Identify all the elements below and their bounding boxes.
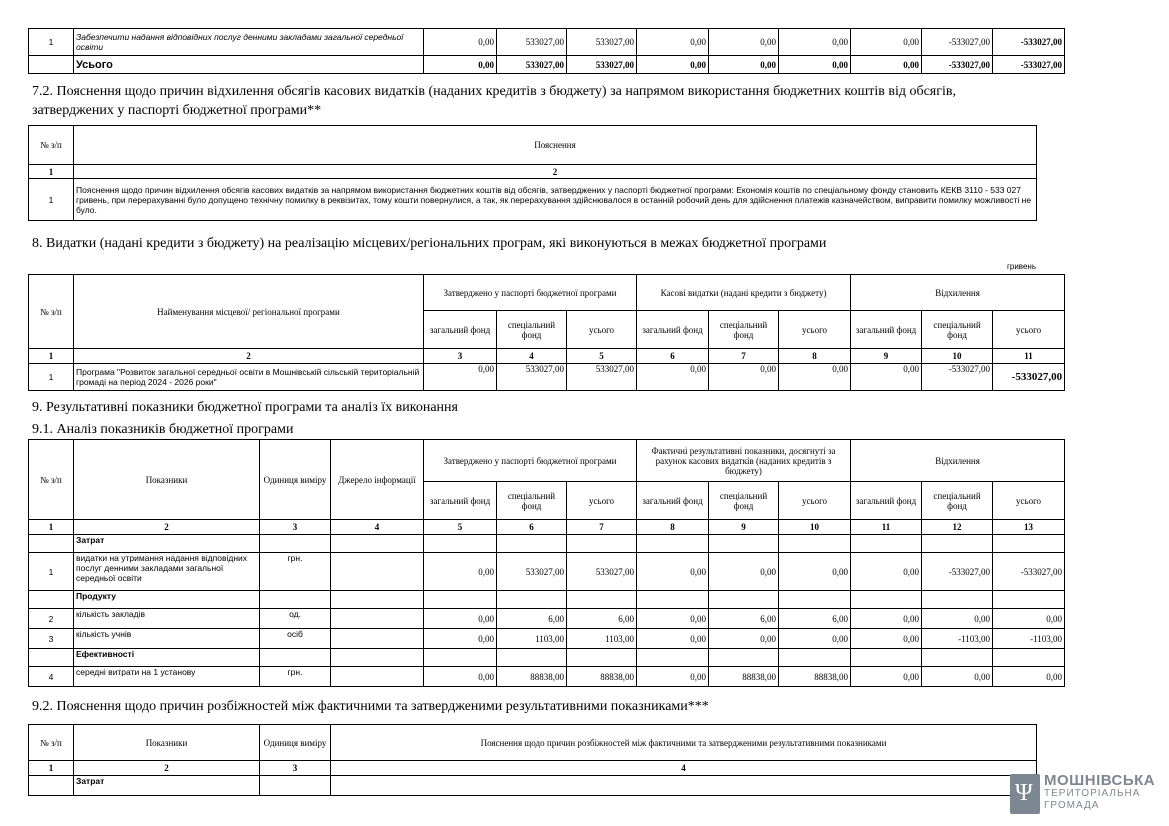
table-cell: [993, 535, 1065, 553]
table-cell: 10: [922, 349, 993, 364]
table-cell: 3: [424, 349, 497, 364]
table-cell: 0,00: [779, 364, 851, 391]
table-cell: 0,00: [709, 29, 779, 56]
table-cell: [779, 591, 851, 609]
logo-line-2: ТЕРИТОРІАЛЬНА: [1044, 788, 1141, 799]
table-cell: [993, 591, 1065, 609]
table-cell: [709, 591, 779, 609]
table-cell: 9: [851, 349, 922, 364]
community-logo: [1010, 772, 1160, 818]
group-row: [29, 535, 1065, 553]
table-cell: 6,00: [779, 609, 851, 629]
table-cell: 1: [29, 761, 74, 776]
table-cell: Ефективності: [74, 649, 260, 667]
table-cell: кількість закладів: [74, 609, 260, 629]
table-row: [29, 179, 1037, 221]
table-cell: загальний фонд: [424, 482, 497, 520]
group-row: [29, 649, 1065, 667]
table-cell: 0,00: [424, 56, 497, 74]
table-cell: Затрат: [74, 535, 260, 553]
table-cell: [331, 553, 424, 591]
table-cell: 0,00: [993, 667, 1065, 687]
table-cell: -1103,00: [922, 629, 993, 649]
table-cell: 0,00: [851, 609, 922, 629]
table-cell: 533027,00: [497, 56, 567, 74]
table-cell: 5: [567, 349, 637, 364]
table-cell: 10: [779, 520, 851, 535]
logo-line-3: ГРОМАДА: [1044, 800, 1100, 811]
table-cell: 7: [709, 349, 779, 364]
table-cell: 0,00: [851, 29, 922, 56]
table-cell: 0,00: [637, 629, 709, 649]
table-cell: спеціальний фонд: [709, 482, 779, 520]
table-cell: 2: [29, 609, 74, 629]
table-cell: 2: [74, 761, 260, 776]
table-cell: [779, 535, 851, 553]
table-cell: [29, 56, 74, 74]
table-cell: Затрат: [74, 776, 260, 796]
table-cell: 6,00: [497, 609, 567, 629]
table-cell: 3: [29, 629, 74, 649]
table-cell: 6,00: [567, 609, 637, 629]
table-cell: Програма "Розвиток загальної середньої освіти в Мошнівській сільській територіальній громаді на період 2024 - 2026 роки": [74, 364, 424, 391]
table-cell: 4: [29, 667, 74, 687]
table-cell: Пояснення щодо причин розбіжностей між фактичними та затвердженими результативними показниками: [331, 725, 1037, 761]
table-cell: [497, 649, 567, 667]
table-row: [29, 364, 1065, 391]
table-cell: усього: [993, 311, 1065, 349]
table-7-1-tail: [28, 28, 1062, 74]
table-cell: спеціальний фонд: [922, 482, 993, 520]
table-cell: Показники: [74, 440, 260, 520]
table-cell: [331, 591, 424, 609]
table-cell: 0,00: [851, 667, 922, 687]
table-cell: 1: [29, 179, 74, 221]
header-num: № з/п: [29, 126, 74, 165]
table-cell: [331, 776, 1037, 796]
table-cell: 0,00: [637, 553, 709, 591]
table-cell: 0,00: [424, 364, 497, 391]
table-cell: Відхилення: [851, 440, 1065, 482]
group-row: [29, 591, 1065, 609]
table-cell: усього: [567, 482, 637, 520]
table-cell: 1103,00: [497, 629, 567, 649]
table-cell: Фактичні результативні показники, досягнуті за рахунок касових видатків (наданих кредитів з бюджету): [637, 440, 851, 482]
table-cell: [497, 591, 567, 609]
table-cell: 0,00: [424, 609, 497, 629]
table-cell: 11: [993, 349, 1065, 364]
table-cell: 2: [74, 520, 260, 535]
table-cell: [29, 535, 74, 553]
table-cell: загальний фонд: [424, 311, 497, 349]
table-cell: загальний фонд: [637, 311, 709, 349]
table-cell: 1: [29, 553, 74, 591]
table-cell: [709, 649, 779, 667]
table-row: [29, 609, 1065, 629]
table-cell: 1103,00: [567, 629, 637, 649]
table-cell: 0,00: [922, 609, 993, 629]
table-row: [29, 29, 1065, 56]
header-explanation: Пояснення: [74, 126, 1037, 165]
table-cell: Відхилення: [851, 275, 1065, 311]
table-cell: № з/п: [29, 440, 74, 520]
table-9-2: [28, 724, 1036, 796]
table-cell: [637, 591, 709, 609]
table-cell: 0,00: [851, 629, 922, 649]
table-cell: 0,00: [637, 29, 709, 56]
table-cell: 533027,00: [497, 553, 567, 591]
table-cell: [260, 535, 331, 553]
table-cell: 1: [29, 29, 74, 56]
table-cell: грн.: [260, 667, 331, 687]
table-cell: 88838,00: [779, 667, 851, 687]
table-cell: 6: [637, 349, 709, 364]
table-cell: [260, 591, 331, 609]
table-cell: Усього: [74, 56, 424, 74]
table-cell: -533027,00: [922, 553, 993, 591]
table-cell: усього: [779, 311, 851, 349]
table-cell: 0,00: [637, 364, 709, 391]
table-9-1: [28, 439, 1063, 687]
table-cell: Найменування місцевої/ регіональної програми: [74, 275, 424, 349]
table-cell: [29, 649, 74, 667]
table-cell: 11: [851, 520, 922, 535]
table-cell: [922, 649, 993, 667]
table-cell: 0,00: [424, 29, 497, 56]
table-cell: Джерело інформації: [331, 440, 424, 520]
table-cell: 2: [74, 349, 424, 364]
table-cell: 6: [497, 520, 567, 535]
table-cell: [779, 649, 851, 667]
table-cell: [922, 591, 993, 609]
table-cell: усього: [567, 311, 637, 349]
table-cell: 4: [331, 520, 424, 535]
table-cell: [424, 591, 497, 609]
table-cell: [497, 535, 567, 553]
table-cell: загальний фонд: [851, 311, 922, 349]
table-cell: 0,00: [922, 667, 993, 687]
table-cell: 533027,00: [567, 553, 637, 591]
unit-label: гривень: [1006, 262, 1036, 271]
table-cell: [993, 649, 1065, 667]
table-cell: усього: [779, 482, 851, 520]
table-cell: 0,00: [709, 56, 779, 74]
table-cell: Одиниця виміру: [260, 440, 331, 520]
table-cell: 0,00: [424, 553, 497, 591]
table-cell: 0,00: [779, 56, 851, 74]
table-cell: 533027,00: [497, 29, 567, 56]
table-cell: -533027,00: [922, 29, 993, 56]
table-cell: 0,00: [779, 29, 851, 56]
table-cell: № з/п: [29, 725, 74, 761]
table-cell: -533027,00: [993, 56, 1065, 74]
table-cell: 533027,00: [567, 56, 637, 74]
table-cell: [637, 649, 709, 667]
table-cell: Одиниця виміру: [260, 725, 331, 761]
table-cell: 2: [74, 165, 1037, 179]
table-cell: [637, 535, 709, 553]
table-cell: [331, 629, 424, 649]
table-cell: -533027,00: [922, 56, 993, 74]
logo-line-1: МОШНІВСЬКА: [1044, 772, 1156, 789]
table-cell: -533027,00: [993, 364, 1065, 391]
table-cell: 3: [260, 520, 331, 535]
table-cell: 0,00: [851, 56, 922, 74]
table-cell: № з/п: [29, 275, 74, 349]
table-cell: [567, 591, 637, 609]
table-cell: 9: [709, 520, 779, 535]
table-cell: 533027,00: [497, 364, 567, 391]
table-cell: грн.: [260, 553, 331, 591]
table-cell: Показники: [74, 725, 260, 761]
table-cell: середні витрати на 1 установу: [74, 667, 260, 687]
table-cell: 8: [779, 349, 851, 364]
table-cell: 88838,00: [567, 667, 637, 687]
table-cell: [851, 649, 922, 667]
table-cell: од.: [260, 609, 331, 629]
table-cell: загальний фонд: [637, 482, 709, 520]
table-cell: 5: [424, 520, 497, 535]
table-cell: Затверджено у паспорті бюджетної програми: [424, 440, 637, 482]
table-cell: осіб: [260, 629, 331, 649]
section-9-1-title: 9.1. Аналіз показників бюджетної програми: [32, 422, 294, 437]
section-9-title: 9. Результативні показники бюджетної програми та аналіз їх виконання: [32, 400, 458, 415]
table-cell: 1: [29, 364, 74, 391]
table-cell: 1: [29, 520, 74, 535]
table-cell: Затверджено у паспорті бюджетної програми: [424, 275, 637, 311]
table-cell: 0,00: [637, 56, 709, 74]
table-cell: [567, 535, 637, 553]
table-cell: Продукту: [74, 591, 260, 609]
table-cell: [331, 535, 424, 553]
section-7-2-title: 7.2. Пояснення щодо причин відхилення обсягів касових видатків (наданих кредитів з бюджету) за напрямом використання бюджетних коштів від обсягів, затверджених у паспорті бюджетної програми**: [32, 84, 956, 118]
table-cell: [424, 535, 497, 553]
table-cell: 0,00: [779, 553, 851, 591]
table-cell: [567, 649, 637, 667]
table-cell: 7: [567, 520, 637, 535]
table-cell: [424, 649, 497, 667]
table-cell: 0,00: [637, 609, 709, 629]
table-cell: [29, 776, 74, 796]
table-cell: [331, 667, 424, 687]
table-cell: 88838,00: [497, 667, 567, 687]
table-cell: 6,00: [709, 609, 779, 629]
table-cell: [260, 649, 331, 667]
table-cell: [331, 609, 424, 629]
table-cell: 0,00: [424, 667, 497, 687]
table-cell: -533027,00: [993, 553, 1065, 591]
table-cell: 1: [29, 165, 74, 179]
table-cell: [922, 535, 993, 553]
table-cell: 12: [922, 520, 993, 535]
table-cell: 0,00: [851, 553, 922, 591]
table-cell: [709, 535, 779, 553]
table-8: [28, 274, 1063, 391]
table-cell: 0,00: [851, 364, 922, 391]
table-cell: 4: [497, 349, 567, 364]
table-cell: 3: [260, 761, 331, 776]
table-cell: загальний фонд: [851, 482, 922, 520]
table-cell: спеціальний фонд: [922, 311, 993, 349]
table-row: [29, 629, 1065, 649]
table-cell: спеціальний фонд: [709, 311, 779, 349]
table-cell: 1: [29, 349, 74, 364]
table-cell: [29, 591, 74, 609]
table-cell: 0,00: [424, 629, 497, 649]
table-row: [29, 553, 1065, 591]
table-cell: 0,00: [637, 667, 709, 687]
table-cell: -533027,00: [993, 29, 1065, 56]
group-row: [29, 776, 1037, 796]
table-cell: 533027,00: [567, 364, 637, 391]
section-8-title: 8. Видатки (надані кредити з бюджету) на реалізацію місцевих/регіональних програм, які виконуються в межах бюджетної програми: [32, 236, 827, 251]
table-cell: 8: [637, 520, 709, 535]
table-7-2: [28, 125, 1036, 221]
trident-icon: Ψ: [1010, 774, 1040, 814]
table-cell: кількість учнів: [74, 629, 260, 649]
table-cell: [851, 535, 922, 553]
section-9-2-title: 9.2. Пояснення щодо причин розбіжностей між фактичними та затвердженими результативними показниками***: [32, 699, 709, 714]
table-cell: 88838,00: [709, 667, 779, 687]
table-cell: спеціальний фонд: [497, 482, 567, 520]
table-cell: Забезпечити надання відповідних послуг денними закладами загальної середньої освіти: [74, 29, 424, 56]
table-cell: [851, 591, 922, 609]
table-cell: усього: [993, 482, 1065, 520]
table-cell: Пояснення щодо причин відхилення обсягів касових видатків за напрямом використання бюджетних коштів від обсягів, затверджених у паспорті бюджетної програми: Економія коштів по спеціальному фонду становить КЕКВ 3110 - 533 027 гривень, при перерахуванні було допущено технічну помилку в реквізитах, тому кошти повернулися, а так, як перерахування здійснювалося в останній робочий день для здійснення платежів казначейством, виправити помилку можливості не було.: [74, 179, 1037, 221]
table-cell: 0,00: [709, 364, 779, 391]
table-row: [29, 667, 1065, 687]
table-cell: 0,00: [709, 553, 779, 591]
table-cell: [331, 649, 424, 667]
total-row: [29, 56, 1065, 74]
table-cell: 0,00: [779, 629, 851, 649]
table-cell: 4: [331, 761, 1037, 776]
table-cell: [260, 776, 331, 796]
table-cell: Касові видатки (надані кредити з бюджету): [637, 275, 851, 311]
table-cell: видатки на утримання надання відповідних послуг денними закладами загальної середньої освіти: [74, 553, 260, 591]
table-cell: -533027,00: [922, 364, 993, 391]
table-cell: 533027,00: [567, 29, 637, 56]
table-cell: 13: [993, 520, 1065, 535]
table-cell: спеціальний фонд: [497, 311, 567, 349]
table-cell: 0,00: [993, 609, 1065, 629]
table-cell: -1103,00: [993, 629, 1065, 649]
table-cell: 0,00: [709, 629, 779, 649]
